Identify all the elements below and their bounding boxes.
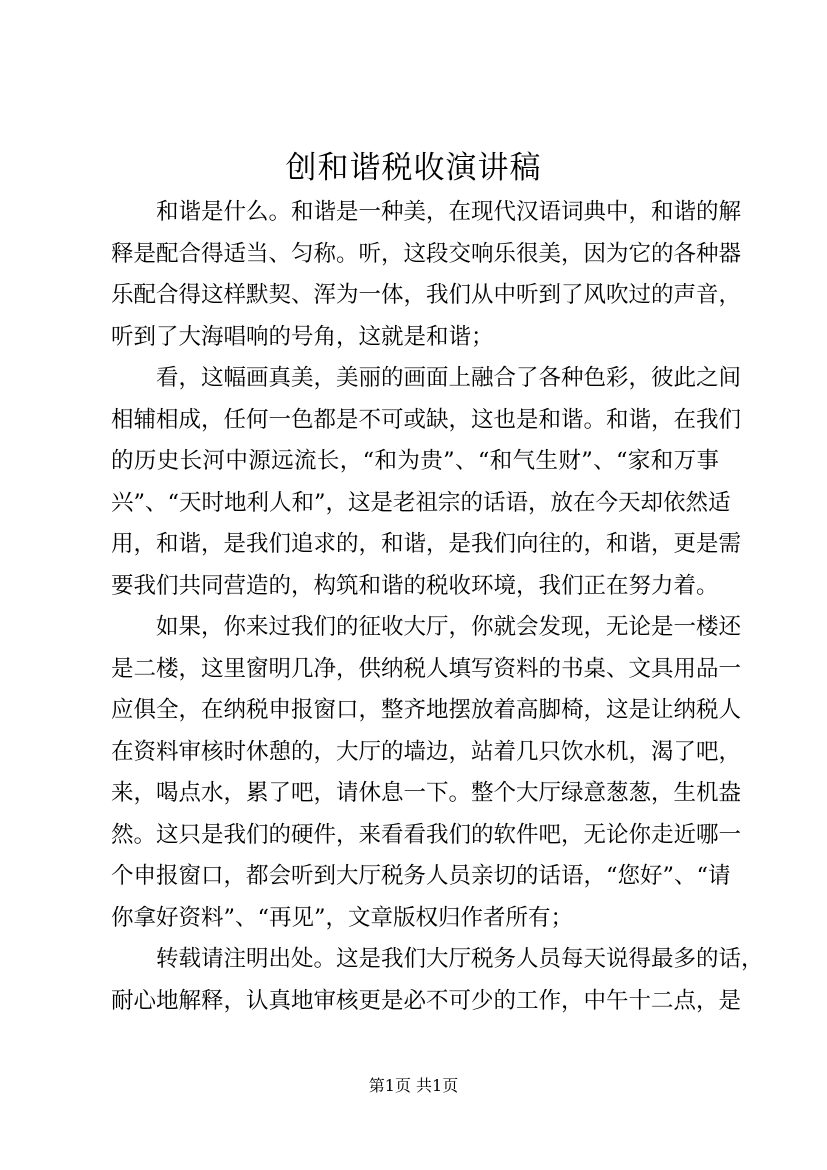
text-line: 用，和谐，是我们追求的，和谐，是我们向往的，和谐，更是需: [111, 531, 742, 557]
text-line: 要我们共同营造的，构筑和谐的税收环境，我们正在努力着。: [111, 572, 719, 599]
text-line: 转载请注明出处。这是我们大厅税务人员每天说得最多的话，: [156, 946, 764, 972]
text-line: 你拿好资料”、“再见”，文章版权归作者所有；: [111, 904, 574, 931]
text-line: 和谐是什么。和谐是一种美，在现代汉语词典中，和谐的解: [156, 199, 742, 225]
text-line: 在资料审核时休憩的，大厅的墙边，站着几只饮水机，渴了吧，: [111, 738, 742, 765]
text-line: 释是配合得适当、匀称。听，这段交响乐很美，因为它的各种器: [111, 240, 742, 267]
text-line: 看，这幅画真美，美丽的画面上融合了各种色彩，彼此之间: [156, 365, 742, 391]
text-line: 然。这只是我们的硬件，来看看我们的软件吧，无论你走近哪一: [111, 821, 742, 848]
text-line: 个申报窗口，都会听到大厅税务人员亲切的话语，“您好”、“请: [111, 863, 731, 889]
text-line: 是二楼，这里窗明几净，供纳税人填写资料的书桌、文具用品一: [111, 655, 742, 682]
document-title: 创和谐税收演讲稿: [285, 150, 542, 186]
text-line: 相辅相成，任何一色都是不可或缺，这也是和谐。和谐，在我们: [111, 406, 742, 433]
text-line: 听到了大海唱响的号角，这就是和谐；: [111, 323, 494, 350]
text-line: 耐心地解释，认真地审核更是必不可少的工作，中午十二点，是: [111, 987, 742, 1014]
page-number-footer: 第1页 共1页: [368, 1076, 459, 1095]
text-line: 应俱全，在纳税申报窗口，整齐地摆放着高脚椅，这是让纳税人: [111, 697, 742, 723]
text-line: 乐配合得这样默契、浑为一体，我们从中听到了风吹过的声音，: [111, 282, 742, 308]
text-line: 来，喝点水，累了吧，请休息一下。整个大厅绿意葱葱，生机盎: [111, 780, 742, 806]
text-line: 兴”、“天时地利人和”，这是老祖宗的话语，放在今天却依然适: [111, 489, 731, 516]
text-line: 的历史长河中源远流长，“和为贵”、“和气生财”、“家和万事: [111, 448, 719, 474]
document-body: [111, 192, 764, 1022]
text-line: 如果，你来过我们的征收大厅，你就会发现，无论是一楼还: [156, 614, 742, 640]
